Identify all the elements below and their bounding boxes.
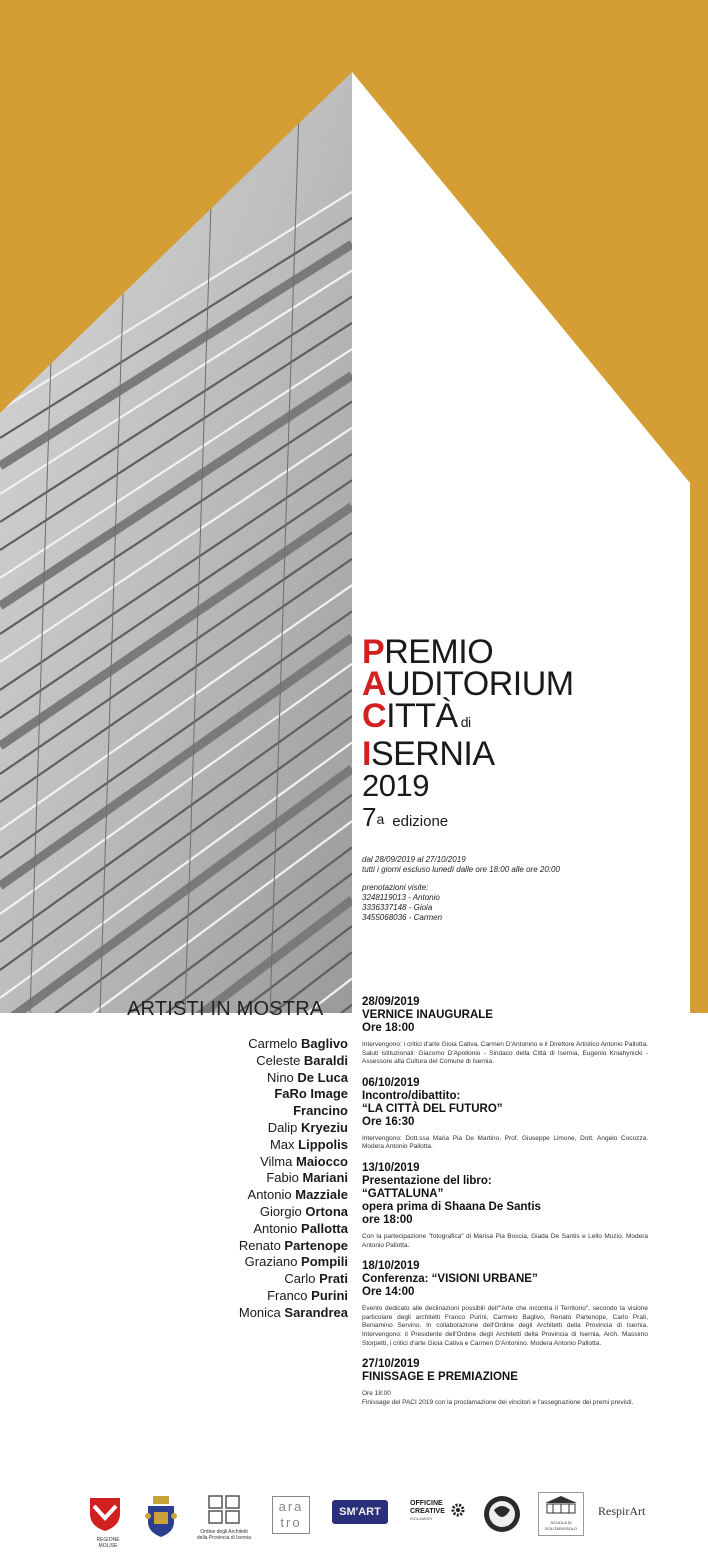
officine-creative-logo: OFFICINE CREATIVE ISOLAMORI [410, 1500, 466, 1522]
event-item [362, 1358, 648, 1407]
artist-last-name: FaRo Image [274, 1086, 348, 1102]
booking-phone: 3336337148 - Gioia [362, 903, 433, 912]
artist-last-name: Pallotta [301, 1220, 348, 1236]
event-description: Intervengono: i critici d'arte Gioia Cativa, Carmen D'Antonino e il Direttore Artistico Antonio Pallotta. Saluti istituzionali: Giacomo D'Apollonio - Sindaco della Città di Isernia, Eugenio Kniahynicki - Assessore alla Cultura del Comune di Isernia. [362, 1041, 648, 1066]
artist-last-name: Purini [311, 1287, 348, 1303]
artist-first-name: Max [269, 1136, 295, 1152]
artist-first-name: Dalip [267, 1119, 298, 1135]
artist-name [140, 1053, 348, 1070]
artist-last-name: Mazziale [295, 1187, 348, 1203]
artist-last-name: Francino [293, 1103, 348, 1119]
event-heading: 13/10/2019 Presentazione del libro: “GATTALUNA” opera prima di Shaana De Santis ore 18:00 [362, 1161, 541, 1226]
ordine-architetti-logo: Ordine degli Architetti della Provincia di Isernia [192, 1494, 256, 1541]
artist-first-name: Graziano [244, 1254, 298, 1270]
artist-name [140, 1086, 348, 1103]
event-description: Intervengono: Dott.ssa Maria Pia De Martino, Prof. Giuseppe Limone, Dott. Angelo Cocozza. Modera Antonio Pallotta. [362, 1134, 648, 1151]
artist-last-name: Lippolis [298, 1136, 348, 1152]
events-schedule [362, 996, 648, 1417]
artist-first-name: Nino [267, 1069, 294, 1085]
artist-last-name: Mariani [302, 1170, 348, 1186]
title-year: 2019 [362, 768, 429, 803]
artist-last-name: Baraldi [303, 1052, 348, 1068]
artist-first-name: Antonio [253, 1220, 298, 1236]
artist-name [140, 1103, 348, 1120]
visit-info [362, 855, 692, 923]
artist-first-name: Carmelo [248, 1036, 298, 1051]
artist-first-name: Vilma [260, 1153, 293, 1169]
booking-label: prenotazioni visite: [362, 883, 429, 892]
artist-name [140, 1137, 348, 1154]
event-heading: 06/10/2019 Incontro/dibattito: “LA CITTÀ DEL FUTURO” Ore 16:30 [362, 1076, 503, 1128]
info-days: tutti i giorni escluso lunedì dalle ore 18:00 alle ore 20:00 [362, 865, 560, 874]
artist-name [140, 1204, 348, 1221]
info-dates: dal 28/09/2019 al 27/10/2019 [362, 855, 466, 864]
artist-last-name: Baglivo [301, 1036, 348, 1051]
title-line-citta: CITTÀ di [362, 697, 471, 735]
artists-list [140, 1036, 348, 1322]
artist-first-name: Fabio [266, 1170, 299, 1186]
artist-last-name: Kryeziu [301, 1119, 348, 1135]
mask-emblem-icon [482, 1492, 522, 1538]
artist-last-name: Partenope [284, 1237, 348, 1253]
comune-isernia-crest [144, 1494, 180, 1543]
artist-first-name: Renato [238, 1237, 281, 1253]
artist-first-name: Antonio [247, 1187, 292, 1203]
shield-icon [88, 1496, 122, 1532]
artist-first-name: Carlo [284, 1271, 316, 1287]
aratro-logo: ara tro [272, 1496, 310, 1534]
artist-name [140, 1120, 348, 1137]
artist-name [140, 1238, 348, 1255]
event-heading: 28/09/2019 VERNICE INAUGURALE Ore 18:00 [362, 996, 493, 1034]
artist-name [140, 1221, 348, 1238]
artist-name [140, 1187, 348, 1204]
artist-last-name: Prati [319, 1271, 348, 1287]
event-description: Con la partecipazione "fotografica" di Marisa Pia Boscia, Giada De Santis e Lello Muzio. Modera Antonio Pallotta. [362, 1232, 648, 1249]
event-item [362, 1162, 648, 1250]
artist-name [140, 1170, 348, 1187]
artist-name [140, 1070, 348, 1087]
crest-icon [144, 1494, 178, 1538]
artist-first-name: Giorgio [259, 1203, 302, 1219]
event-description: Evento dedicato alle declinazioni possibili dell'"Arte che incontra il Territorio", secondo la visione particolare degli architetti Franco Purini, Carmelo Baglivo, Renato Partenope, Carlo Prati, Beniamino Servino. In collaborazione dell'Ordine degli Architetti della Provincia di Isernia. Intervengono: il Presidente dell'Ordine degli Architetti della Provincia di Isernia, Arch. Massimo Storpetti, i critici d'arte Gioia Cativa e Carmen D'Antonino. Modera Antonio Pallotta. [362, 1305, 648, 1347]
title-line-isernia: ISERNIA [362, 735, 495, 773]
artist-name [140, 1305, 348, 1322]
artist-first-name: Monica [238, 1304, 281, 1320]
artist-name [140, 1154, 348, 1171]
artist-last-name: De Luca [297, 1069, 348, 1085]
grid-icon [207, 1494, 241, 1524]
event-item [362, 996, 648, 1067]
artist-name [140, 1271, 348, 1288]
edition-label: 7$^a$ edizione [362, 802, 449, 832]
scuola-logo: SCUOLA DI SOLITARIOSOLO [538, 1492, 584, 1536]
event-heading: 18/10/2019 Conferenza: “VISIONI URBANE” Ore 14:00 [362, 1260, 538, 1299]
sponsor-logos [88, 1490, 668, 1550]
artist-last-name: Sarandrea [284, 1304, 348, 1320]
event-item [362, 1077, 648, 1152]
building-icon [539, 1493, 583, 1515]
artists-heading: ARTISTI IN MOSTRA [127, 998, 324, 1020]
artist-name [140, 1036, 348, 1053]
booking-phone: 3455068036 - Carmen [362, 913, 443, 922]
teatro-logo [482, 1492, 526, 1543]
booking-phone: 3248119013 - Antonio [362, 893, 440, 902]
artist-first-name: Franco [267, 1287, 308, 1303]
regione-molise-logo: REGIONE MOLISE [88, 1496, 128, 1549]
event-title [362, 633, 692, 837]
artist-name [140, 1288, 348, 1305]
artist-name [140, 1254, 348, 1271]
artist-last-name: Pompili [301, 1254, 348, 1270]
event-description: Ore 18:00 Finissage del PACI 2019 con la proclamazione dei vincitori e l'assegnazione dei premi previsti. [362, 1390, 634, 1406]
respirart-logo: RespirArt [598, 1504, 646, 1518]
event-item [362, 1260, 648, 1348]
event-heading: 27/10/2019 FINISSAGE E PREMIAZIONE [362, 1358, 518, 1384]
gear-icon [450, 1502, 466, 1518]
artist-last-name: Maiocco [295, 1153, 348, 1169]
title-line-auditorium: AUDITORIUM [362, 665, 574, 703]
artist-first-name: Celeste [256, 1052, 301, 1068]
smart-logo: SM'ART [332, 1500, 388, 1524]
title-line-premio: PREMIO [362, 633, 494, 671]
artist-last-name: Ortona [305, 1203, 348, 1219]
